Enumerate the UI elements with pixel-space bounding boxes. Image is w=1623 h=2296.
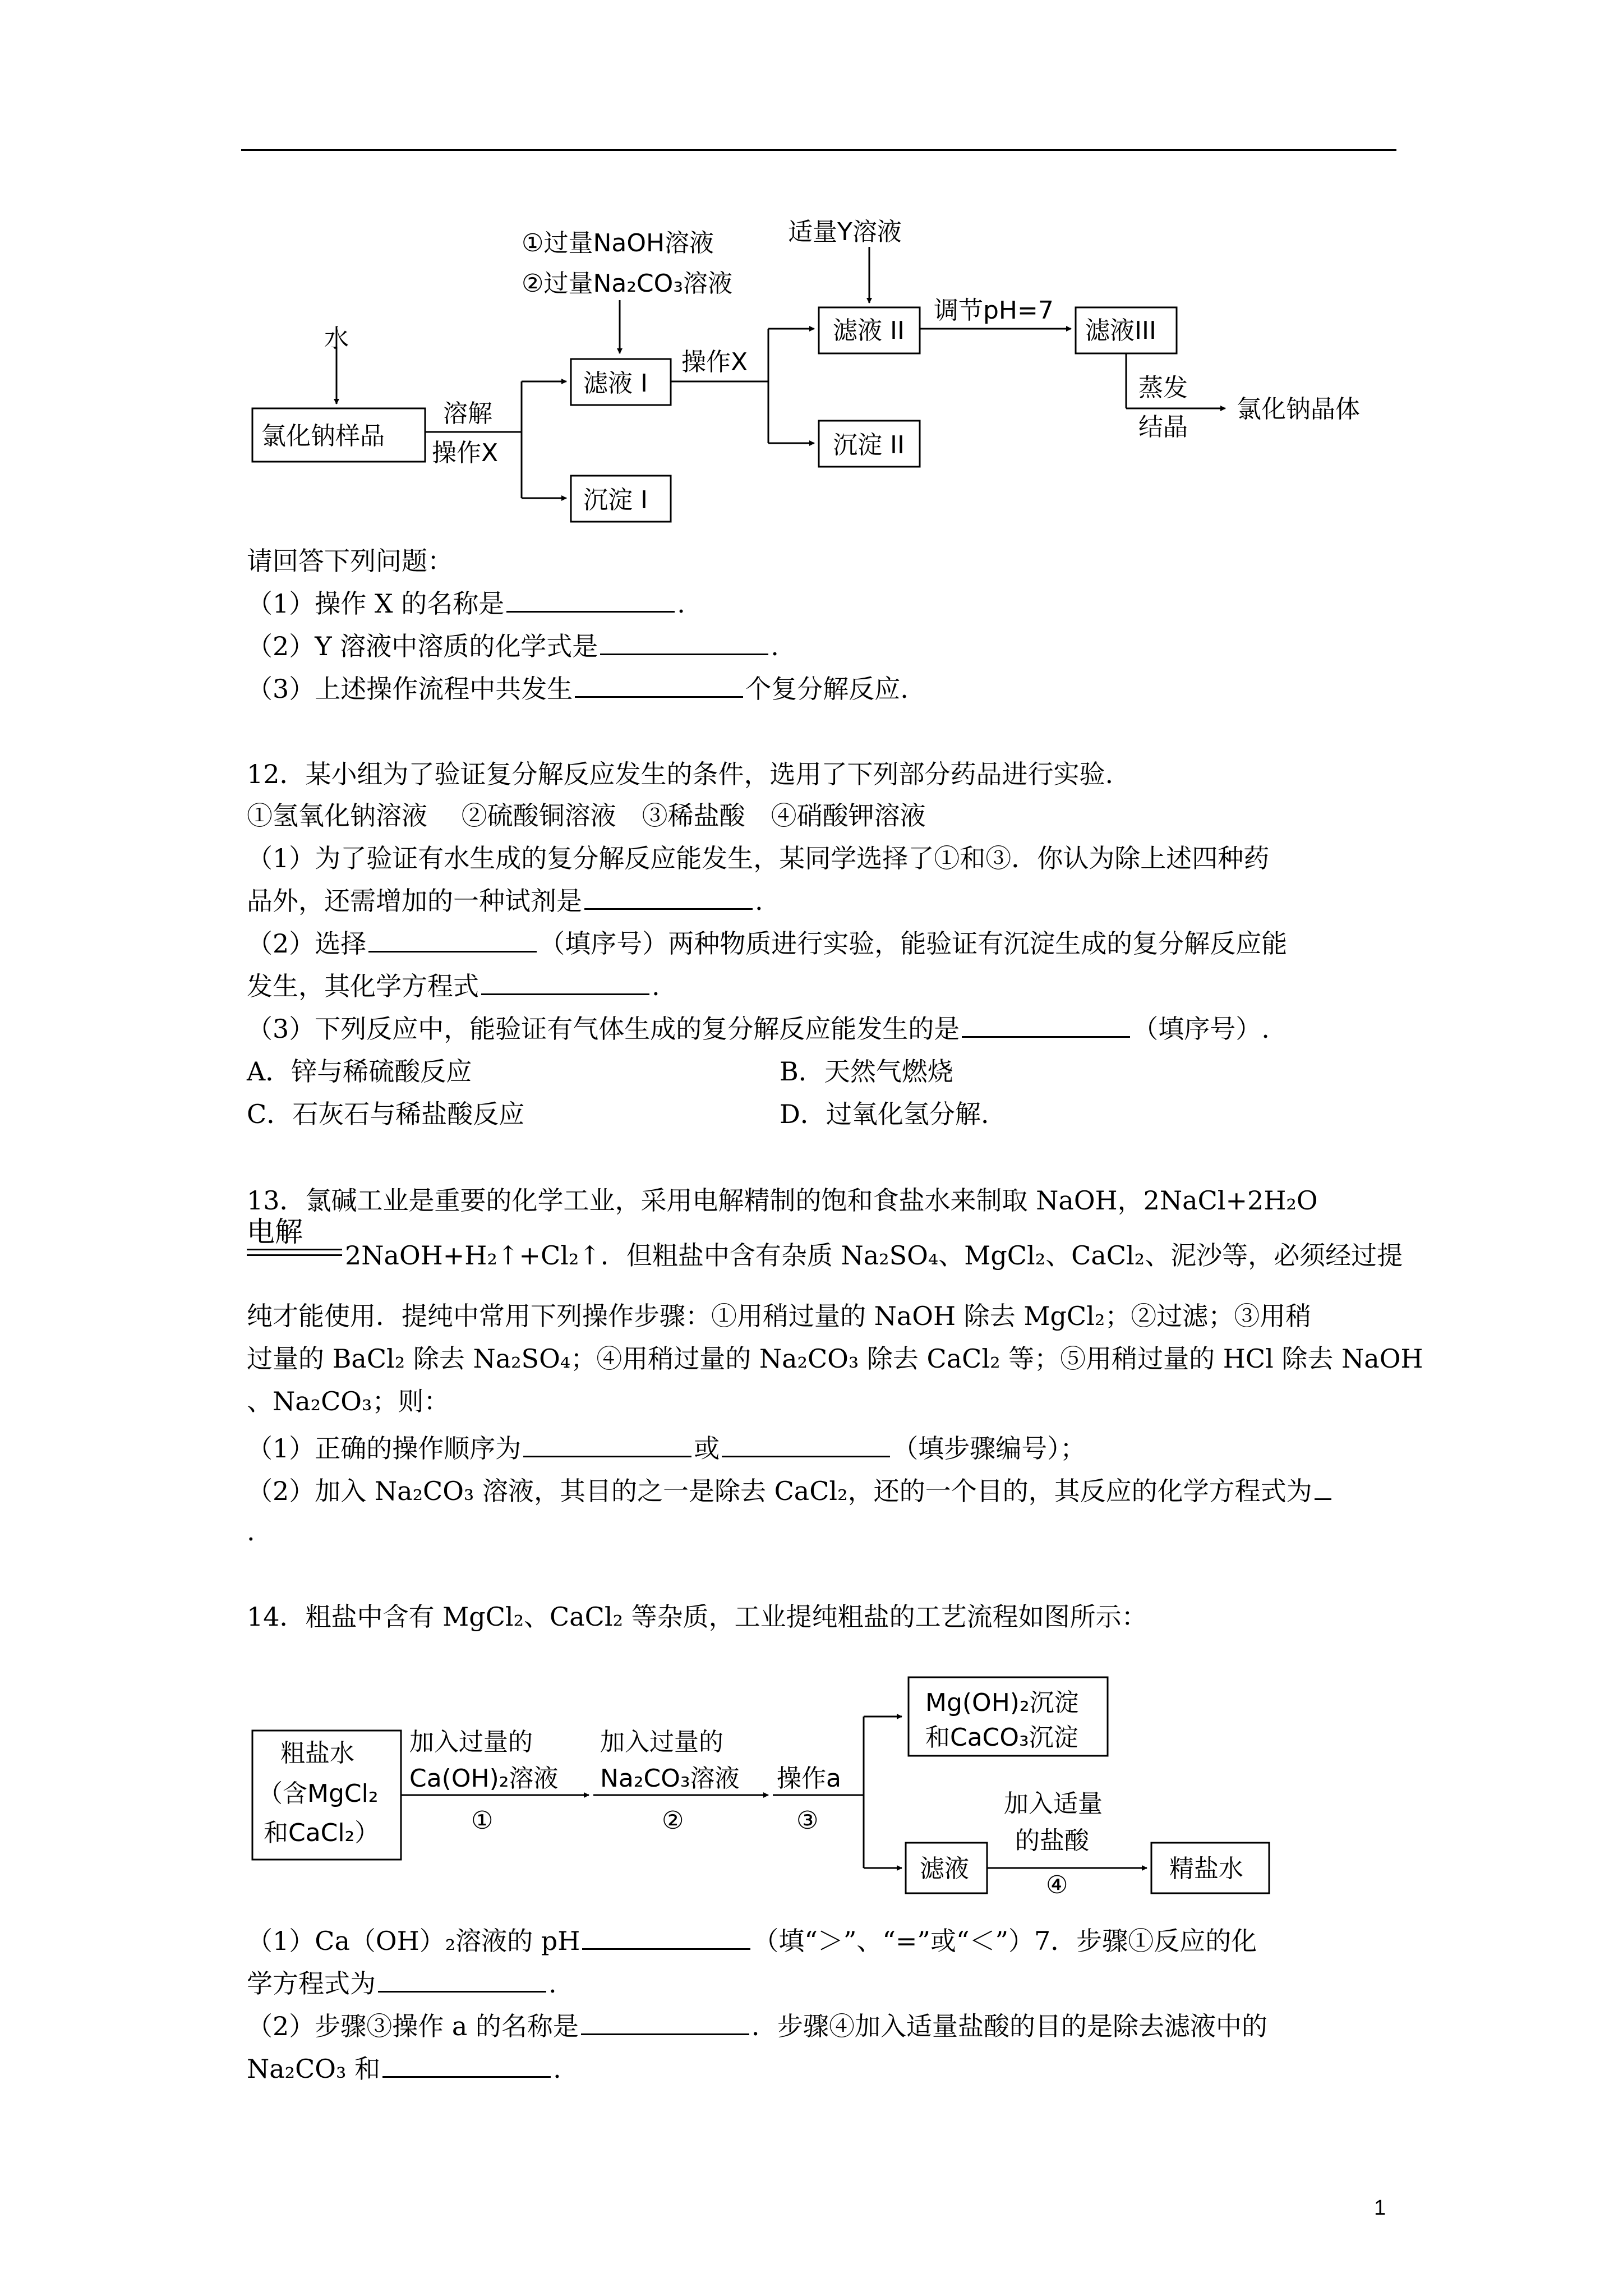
- reagent2-label: ②过量Na₂CO₃溶液: [522, 269, 732, 298]
- equation-bar-top: [247, 1249, 342, 1250]
- q13-part2-end: .: [247, 1516, 255, 1547]
- op1-top-label: 溶解: [443, 399, 492, 428]
- q14-part2-line1: （2）步骤③操作 a 的名称是 ．步骤④加入适量盐酸的目的是除去滤液中的: [247, 2011, 1267, 2041]
- answer-blank[interactable]: [378, 1968, 546, 1993]
- evap-top-label: 蒸发: [1138, 374, 1188, 402]
- q12-option-b: B．天然气燃烧: [780, 1056, 953, 1087]
- answer-blank[interactable]: [481, 971, 649, 995]
- step3-num: ③: [796, 1806, 819, 1835]
- q13-line3: 纯才能使用．提纯中常用下列操作步骤：①用稍过量的 NaOH 除去 MgCl₂；②过滤；③用稍: [247, 1301, 1312, 1331]
- q11-part1: （1）操作 X 的名称是 .: [247, 588, 685, 619]
- q12-part1-line1: （1）为了验证有水生成的复分解反应能发生，某同学选择了①和③．你认为除上述四种药: [247, 843, 1270, 873]
- q14-part1-line1: （1）Ca（OH）₂溶液的 pH （填“＞”、“=”或“＜”）7．步骤①反应的化: [247, 1926, 1257, 1956]
- q13-line5: 、Na₂CO₃；则：: [247, 1386, 450, 1416]
- precipitate-line1: Mg(OH)₂沉淀: [925, 1688, 1079, 1717]
- answer-blank[interactable]: [584, 886, 753, 910]
- reagent1-label: ①过量NaOH溶液: [522, 229, 714, 257]
- q13-line2: 2NaOH+H₂↑+Cl₂↑．但粗盐中含有杂质 Na₂SO₄、MgCl₂、CaCl₂、泥沙等，必须经过提: [345, 1240, 1403, 1271]
- answer-blank[interactable]: [382, 2054, 551, 2078]
- step3-label: 操作a: [777, 1764, 841, 1793]
- step4-num: ④: [1046, 1871, 1068, 1899]
- answer-blank[interactable]: [962, 1014, 1130, 1038]
- answer-blank[interactable]: [1315, 1476, 1331, 1500]
- page-number: 1: [1374, 2196, 1386, 2220]
- q13-part2: （2）加入 Na₂CO₃ 溶液，其目的之一是除去 CaCl₂，还的一个目的，其反应的化学方程式为: [247, 1474, 1334, 1508]
- q14-stem: 14．粗盐中含有 MgCl₂、CaCl₂ 等杂质，工业提纯粗盐的工艺流程如图所示：: [247, 1602, 1147, 1632]
- step1-top-label: 加入过量的: [409, 1728, 533, 1756]
- q13-line1: 13．氯碱工业是重要的化学工业，采用电解精制的饱和食盐水来制取 NaOH，2NaCl+2H₂O: [247, 1185, 1318, 1216]
- q14-part2-line2: Na₂CO₃ 和 .: [247, 2054, 561, 2084]
- crude-salt-line2: （含MgCl₂: [258, 1779, 379, 1808]
- precipitate-line2: 和CaCO₃沉淀: [925, 1723, 1078, 1752]
- step2-num: ②: [662, 1806, 684, 1835]
- q12-option-a: A．锌与稀硫酸反应: [247, 1056, 472, 1087]
- q11-part2: （2）Y 溶液中溶质的化学式是 .: [247, 631, 779, 661]
- start-node: 氯化钠样品: [261, 422, 385, 450]
- step4-top-label: 加入适量: [1004, 1789, 1103, 1818]
- evap-bottom-label: 结晶: [1138, 413, 1188, 441]
- answer-blank[interactable]: [368, 928, 537, 953]
- precip1-node: 沉淀 I: [583, 486, 648, 514]
- op1-bottom-label: 操作X: [432, 439, 499, 467]
- filtrate-node: 滤液: [920, 1855, 969, 1883]
- filtrate3-node: 滤液III: [1085, 316, 1156, 345]
- q12-part1-line2: 品外，还需增加的一种试剂是 .: [247, 886, 763, 916]
- adjust-ph-label: 调节pH=7: [934, 296, 1054, 325]
- q12-part2-line2: 发生，其化学方程式 .: [247, 971, 660, 1001]
- opx-label: 操作X: [681, 348, 748, 376]
- answer-blank[interactable]: [722, 1433, 890, 1457]
- answer-blank[interactable]: [575, 674, 743, 698]
- reagent-y-label: 适量Y溶液: [788, 218, 902, 246]
- q12-part2-line1: （2）选择 （填序号）两种物质进行实验，能验证有沉淀生成的复分解反应能: [247, 928, 1288, 959]
- q13-line4: 过量的 BaCl₂ 除去 Na₂SO₄；④用稍过量的 Na₂CO₃ 除去 CaCl₂ 等；⑤用稍过量的 HCl 除去 NaOH: [247, 1343, 1423, 1374]
- q11-part3: （3）上述操作流程中共发生 个复分解反应.: [247, 674, 909, 704]
- precip2-node: 沉淀 II: [833, 431, 905, 459]
- q11-intro: 请回答下列问题：: [247, 546, 453, 576]
- equation-bar-bottom: [247, 1254, 342, 1256]
- step2-mid-label: Na₂CO₃溶液: [600, 1764, 740, 1793]
- q12-option-d: D．过氧化氢分解.: [780, 1099, 989, 1129]
- answer-blank[interactable]: [506, 588, 675, 613]
- q12-options: ①氢氧化钠溶液 ②硫酸铜溶液 ③稀盐酸 ④硝酸钾溶液: [247, 800, 926, 831]
- step1-num: ①: [471, 1806, 494, 1835]
- filtrate1-node: 滤液 I: [583, 369, 648, 398]
- refined-brine-node: 精盐水: [1169, 1855, 1243, 1883]
- filtrate2-node: 滤液 II: [833, 316, 905, 345]
- flow-diagram-nacl: [0, 0, 1623, 539]
- crude-salt-line3: 和CaCl₂）: [264, 1819, 380, 1847]
- step1-mid-label: Ca(OH)₂溶液: [409, 1764, 559, 1793]
- q12-stem: 12．某小组为了验证复分解反应发生的条件，选用了下列部分药品进行实验.: [247, 759, 1114, 789]
- q13-part1: （1）正确的操作顺序为 或 （填步骤编号）；: [247, 1433, 1086, 1464]
- step2-top-label: 加入过量的: [600, 1728, 723, 1756]
- answer-blank[interactable]: [600, 631, 768, 655]
- answer-blank[interactable]: [523, 1433, 691, 1457]
- product-node: 氯化钠晶体: [1237, 395, 1360, 424]
- q12-option-c: C．石灰石与稀盐酸反应: [247, 1099, 525, 1129]
- water-label: 水: [324, 324, 349, 353]
- answer-blank[interactable]: [581, 2011, 749, 2035]
- electrolysis-label: 电解: [247, 1216, 303, 1248]
- crude-salt-line1: 粗盐水: [280, 1739, 354, 1768]
- q12-part3: （3）下列反应中，能验证有气体生成的复分解反应能发生的是 （填序号）.: [247, 1014, 1270, 1044]
- flow-diagram-crude-salt: [0, 1644, 1623, 1924]
- q14-part1-line2: 学方程式为 .: [247, 1968, 557, 1999]
- step4-mid-label: 的盐酸: [1015, 1826, 1089, 1855]
- answer-blank[interactable]: [582, 1926, 750, 1950]
